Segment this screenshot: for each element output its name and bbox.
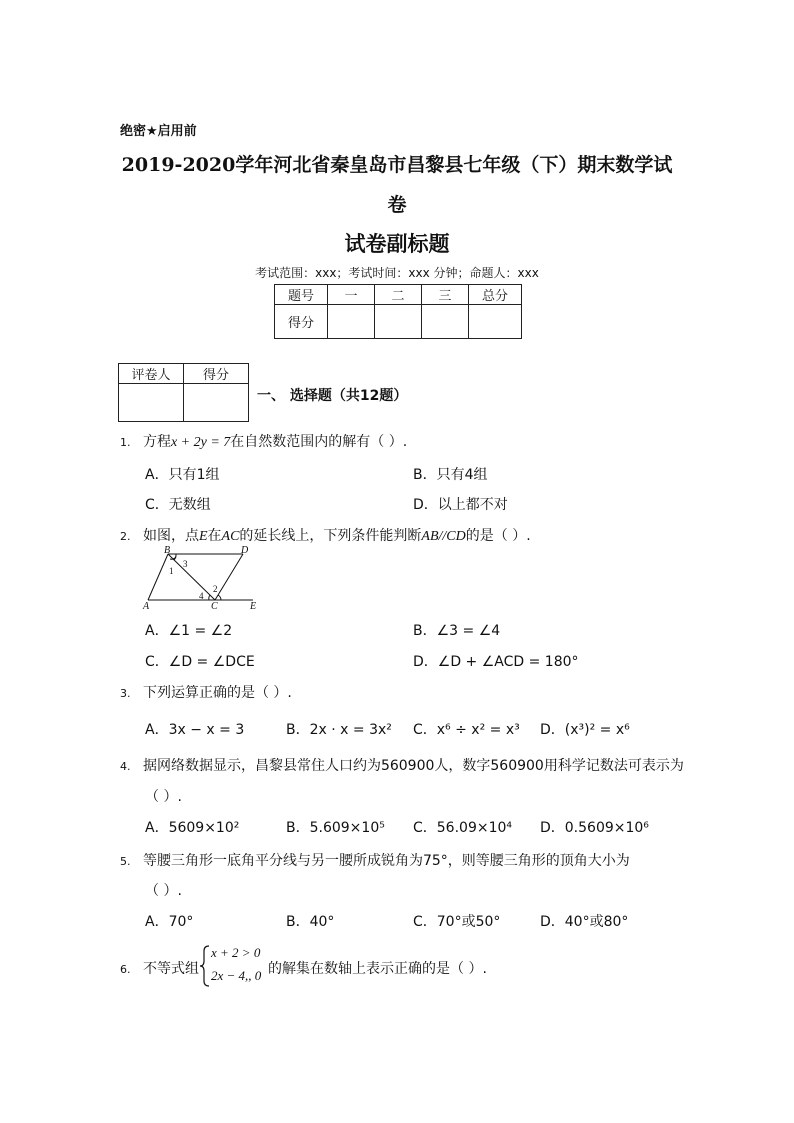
option-c: C．x⁶ ÷ x² = x³ <box>413 722 520 738</box>
question-3 <box>120 682 292 702</box>
score-header-cell: 总分 <box>469 285 522 305</box>
inequality-line-2: 2x − 4,, 0 <box>211 968 262 983</box>
question-stem: 下列运算正确的是（ ）. <box>142 685 292 701</box>
figure-label: 2 <box>213 584 218 594</box>
math-expression: AB//CD <box>421 529 466 544</box>
figure-label: 3 <box>183 559 188 569</box>
score-table <box>274 284 522 339</box>
option-b: B．2x · x = 3x² <box>286 722 392 738</box>
option-b: B．只有4组 <box>413 467 488 483</box>
question-5 <box>120 850 630 870</box>
option-d: D．(x³)² = x⁶ <box>540 722 630 738</box>
confidential-mark: 绝密★启用前 <box>120 124 197 139</box>
option-c: C．无数组 <box>145 497 211 513</box>
option-c: C．70°或50° <box>413 914 501 930</box>
question-stem: 在自然数范围内的解有（ ）. <box>230 434 408 450</box>
question-4 <box>120 755 684 775</box>
question-stem: 据网络数据显示，昌黎县常住人口约为560900人，数字560900用科学记数法可表示为 <box>142 758 684 774</box>
exam-title-line1: 2019-2020学年河北省秦皇岛市昌黎县七年级（下）期末数学试 <box>121 154 673 176</box>
option-a: A．3x − x = 3 <box>145 722 245 738</box>
option-d: D．0.5609×10⁶ <box>540 820 649 836</box>
question-number: 5. <box>120 855 131 868</box>
question-number: 3. <box>120 687 131 700</box>
question-stem: 的延长线上，下列条件能判断 <box>239 528 422 544</box>
question-stem: 方程 <box>142 434 171 450</box>
question-stem: 不等式组 <box>142 961 199 977</box>
math-expression: x + 2y = 7 <box>170 435 231 450</box>
figure-label: E <box>250 601 257 612</box>
question-number: 4. <box>120 760 131 773</box>
score-row-label: 得分 <box>275 305 328 339</box>
line-ba <box>148 554 168 600</box>
option-c: C．∠D = ∠DCE <box>145 654 255 670</box>
option-d: D．∠D + ∠ACD = 180° <box>413 654 579 670</box>
option-a: A．只有1组 <box>145 467 220 483</box>
score-cell <box>422 305 469 339</box>
grader-cell <box>119 384 184 422</box>
section-title: 一、 选择题（共12题） <box>257 388 408 404</box>
exam-info: 考试范围：xxx；考试时间：xxx 分钟；命题人：xxx <box>255 266 539 280</box>
figure-label: 1 <box>169 566 174 576</box>
question-stem: 等腰三角形一底角平分线与另一腰所成锐角为75°，则等腰三角形的顶角大小为 <box>142 853 630 869</box>
figure-label: 4 <box>199 591 204 601</box>
option-b: B．40° <box>286 914 335 930</box>
figure-label: C <box>211 601 218 612</box>
score-header-cell: 二 <box>375 285 422 305</box>
question-stem: 的解集在数轴上表示正确的是（ ）. <box>268 961 487 977</box>
angle-arc <box>218 595 221 600</box>
grader-cell <box>184 384 249 422</box>
score-header-cell: 题号 <box>275 285 328 305</box>
math-variable: E <box>198 529 208 544</box>
question-number: 6. <box>120 963 131 976</box>
option-d: D．40°或80° <box>540 914 629 930</box>
exam-subtitle: 试卷副标题 <box>344 232 450 256</box>
option-a: A．∠1 = ∠2 <box>145 623 233 639</box>
figure-label: B <box>164 545 171 556</box>
question-number: 2. <box>120 530 131 543</box>
exam-title-line2: 卷 <box>387 194 407 216</box>
question-6 <box>120 958 199 978</box>
geometry-figure <box>140 545 265 615</box>
line-bc <box>168 554 215 600</box>
question-stem: 的是（ ）. <box>465 528 531 544</box>
score-cell <box>469 305 522 339</box>
score-cell <box>328 305 375 339</box>
question-number: 1. <box>120 436 131 449</box>
score-header-cell: 三 <box>422 285 469 305</box>
question-stem: 如图，点 <box>142 528 199 544</box>
left-brace-icon <box>200 945 210 987</box>
question-stem: 在 <box>207 528 222 544</box>
score-header-cell: 一 <box>328 285 375 305</box>
grader-table <box>118 363 249 422</box>
score-cell <box>375 305 422 339</box>
option-b: B．∠3 = ∠4 <box>413 623 501 639</box>
option-c: C．56.09×10⁴ <box>413 820 513 836</box>
option-b: B．5.609×10⁵ <box>286 820 385 836</box>
question-stem-continued: （ ）. <box>145 789 182 805</box>
option-a: A．5609×10² <box>145 820 240 836</box>
inequality-line-1: x + 2 > 0 <box>211 945 261 960</box>
question-1 <box>120 431 407 451</box>
option-d: D．以上都不对 <box>413 497 508 513</box>
question-2 <box>120 525 531 545</box>
line-dc <box>215 554 243 600</box>
grader-header-cell: 得分 <box>184 364 249 384</box>
option-a: A．70° <box>145 914 194 930</box>
question-stem-continued: （ ）. <box>145 883 182 899</box>
math-variable: AC <box>221 529 240 544</box>
grader-header-cell: 评卷人 <box>119 364 184 384</box>
figure-label: A <box>143 601 150 612</box>
figure-label: D <box>241 545 249 556</box>
angle-arc <box>209 595 210 600</box>
